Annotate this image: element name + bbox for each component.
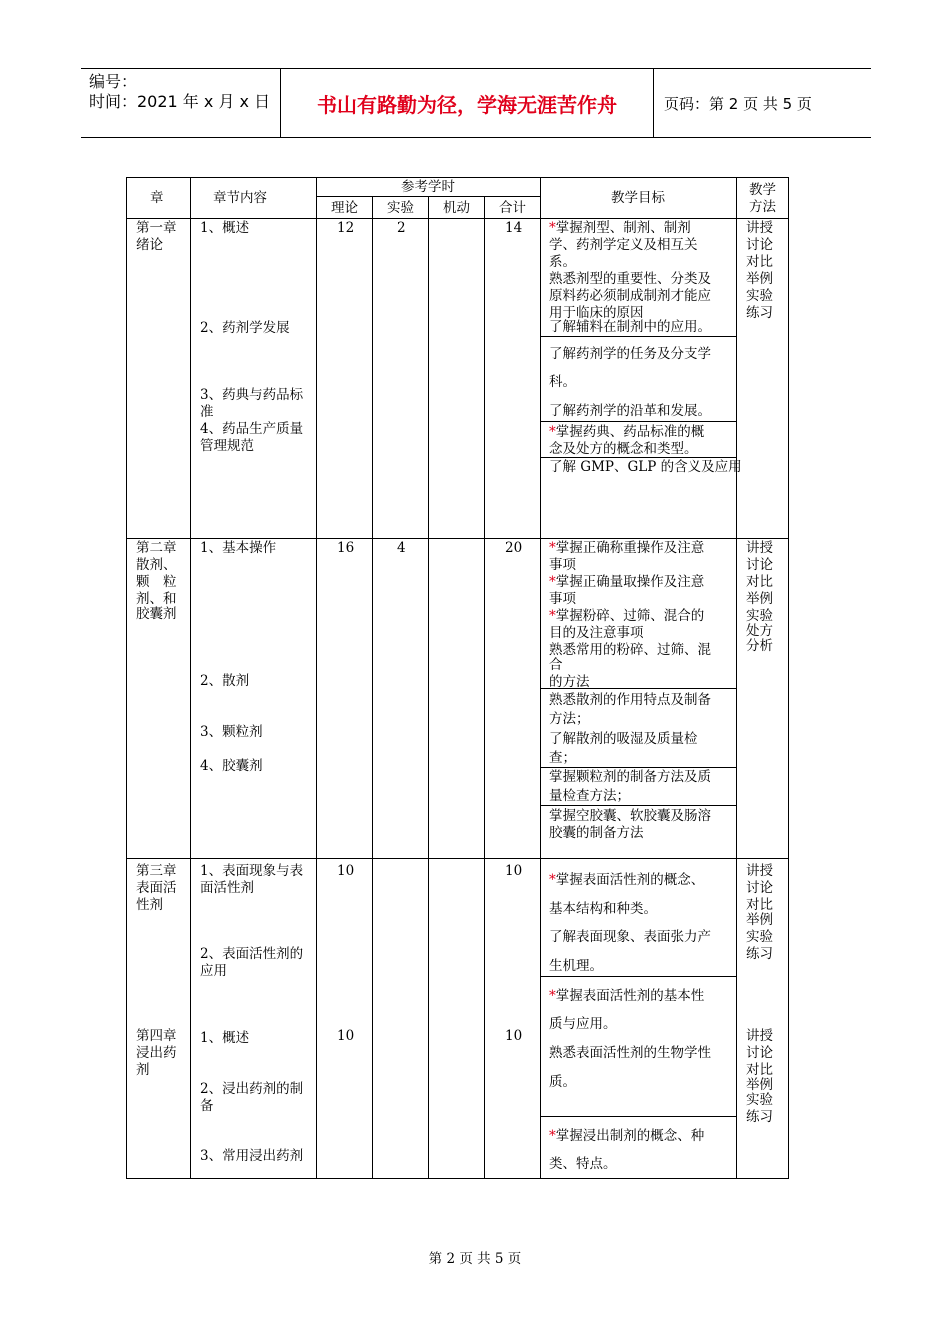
method-item: 讨论 bbox=[746, 880, 773, 896]
section-item: 备 bbox=[200, 1098, 214, 1114]
section-item: 1、表面现象与表 bbox=[200, 863, 304, 879]
goal-line: *掌握表面活性剂的概念、 bbox=[549, 872, 705, 888]
time-label: 时间：2021 年 x 月 x 日 bbox=[89, 92, 271, 111]
chapter-name: 绪论 bbox=[136, 237, 163, 253]
goal-line: *掌握剂型、制剂、制剂 bbox=[549, 220, 691, 236]
col-total: 合计 bbox=[499, 200, 526, 216]
chapter-name: 第一章 bbox=[136, 220, 177, 236]
goal-line: *掌握表面活性剂的基本性 bbox=[549, 988, 705, 1004]
section-item: 应用 bbox=[200, 963, 227, 979]
method-item: 讨论 bbox=[746, 1045, 773, 1061]
goal-line: 熟悉表面活性剂的生物学性 bbox=[549, 1045, 711, 1061]
goal-line: 念及处方的概念和类型。 bbox=[549, 441, 698, 457]
goal-line: 方法； bbox=[549, 711, 590, 727]
goal-line: 类、特点。 bbox=[549, 1156, 617, 1172]
section-item: 3、药典与药品标 bbox=[200, 387, 304, 403]
method-item: 讨论 bbox=[746, 557, 773, 573]
goal-line: 了解 GMP、GLP 的含义及应用 bbox=[549, 459, 742, 475]
section-item: 1、概述 bbox=[200, 1030, 250, 1046]
chapter-name: 浸出药 bbox=[136, 1045, 177, 1061]
method-item: 实验 bbox=[746, 288, 773, 304]
chapter-name: 第三章 bbox=[136, 863, 177, 879]
number-label: 编号： bbox=[89, 72, 138, 91]
col-lab: 实验 bbox=[387, 200, 414, 216]
section-item: 3、常用浸出药剂 bbox=[200, 1148, 304, 1164]
section-item: 1、基本操作 bbox=[200, 540, 277, 556]
goal-line: 了解药剂学的任务及分支学 bbox=[549, 346, 711, 362]
hours-total: 10 bbox=[505, 863, 523, 879]
col-flex: 机动 bbox=[443, 200, 470, 216]
goal-line: 质与应用。 bbox=[549, 1016, 617, 1032]
method-item: 练习 bbox=[746, 1109, 773, 1125]
hours-total: 10 bbox=[505, 1028, 523, 1044]
col-theory: 理论 bbox=[331, 200, 358, 216]
chapter-name: 第二章 bbox=[136, 540, 177, 556]
goal-line: 生机理。 bbox=[549, 958, 603, 974]
chapter-name: 性剂 bbox=[136, 897, 163, 913]
col-content: 章节内容 bbox=[213, 190, 267, 206]
method-item: 对比 bbox=[746, 254, 773, 270]
col-goals: 教学目标 bbox=[611, 190, 665, 206]
hours-total: 20 bbox=[505, 540, 523, 556]
method-item: 讲授 bbox=[746, 540, 773, 556]
goal-line: 目的及注意事项 bbox=[549, 625, 644, 641]
goal-line: *掌握正确称重操作及注意 bbox=[549, 540, 705, 556]
section-item: 准 bbox=[200, 404, 214, 420]
chapter-name: 剂、和 bbox=[136, 591, 177, 607]
method-item: 讲授 bbox=[746, 1028, 773, 1044]
col-hours: 参考学时 bbox=[401, 179, 455, 195]
section-item: 1、概述 bbox=[200, 220, 250, 236]
hours-lab: 4 bbox=[397, 540, 406, 556]
section-item: 2、浸出药剂的制 bbox=[200, 1081, 304, 1097]
chapter-name: 剂 bbox=[136, 1062, 150, 1078]
hours-theory: 16 bbox=[337, 540, 355, 556]
goal-line: 合 bbox=[549, 657, 563, 673]
page-header bbox=[81, 68, 871, 138]
method-item: 举例 bbox=[746, 912, 773, 928]
method-item: 对比 bbox=[746, 574, 773, 590]
method-item: 举例 bbox=[746, 1077, 773, 1093]
goal-line: 掌握颗粒剂的制备方法及质 bbox=[549, 769, 711, 785]
page-footer: 第 2 页 共 5 页 bbox=[428, 1251, 522, 1267]
goal-line: 了解表面现象、表面张力产 bbox=[549, 929, 711, 945]
goal-line: 事项 bbox=[549, 591, 576, 607]
goal-line: 了解辅料在制剂中的应用。 bbox=[549, 319, 711, 335]
goal-line: 查； bbox=[549, 750, 576, 766]
section-item: 4、胶囊剂 bbox=[200, 758, 263, 774]
section-item: 2、表面活性剂的 bbox=[200, 946, 304, 962]
chapter-name: 散剂、 bbox=[136, 557, 177, 573]
method-item: 举例 bbox=[746, 591, 773, 607]
hours-theory: 12 bbox=[337, 220, 355, 236]
hours-lab: 2 bbox=[397, 220, 406, 236]
section-item: 2、散剂 bbox=[200, 673, 250, 689]
header-motto: 书山有路勤为径，学海无涯苦作舟 bbox=[281, 69, 654, 137]
method-item: 实验 bbox=[746, 1092, 773, 1108]
method-item: 讲授 bbox=[746, 220, 773, 236]
method-item: 实验 bbox=[746, 929, 773, 945]
section-item: 2、药剂学发展 bbox=[200, 320, 290, 336]
chapter-name: 表面活 bbox=[136, 880, 177, 896]
method-item: 对比 bbox=[746, 897, 773, 913]
goal-line: 熟悉常用的粉碎、过筛、混 bbox=[549, 642, 711, 658]
section-item: 3、颗粒剂 bbox=[200, 724, 263, 740]
goal-line: 胶囊的制备方法 bbox=[549, 825, 644, 841]
goal-line: 了解散剂的吸湿及质量检 bbox=[549, 731, 698, 747]
chapter-name: 第四章 bbox=[136, 1028, 177, 1044]
col-method-1: 教学 bbox=[749, 182, 776, 198]
goal-line: 熟悉散剂的作用特点及制备 bbox=[549, 692, 711, 708]
hours-total: 14 bbox=[505, 220, 523, 236]
method-item: 练习 bbox=[746, 305, 773, 321]
method-item: 讨论 bbox=[746, 237, 773, 253]
method-item: 举例 bbox=[746, 271, 773, 287]
method-item: 讲授 bbox=[746, 863, 773, 879]
method-item: 练习 bbox=[746, 946, 773, 962]
goal-line: 系。 bbox=[549, 254, 576, 270]
goal-line: 用于临床的原因 bbox=[549, 305, 644, 321]
section-item: 管理规范 bbox=[200, 438, 254, 454]
goal-line: 学、药剂学定义及相互关 bbox=[549, 237, 698, 253]
header-page-label: 页码：第 2 页 共 5 页 bbox=[664, 94, 812, 113]
chapter-name: 颗 粒 bbox=[136, 574, 177, 590]
goal-line: 质。 bbox=[549, 1074, 576, 1090]
hours-theory: 10 bbox=[337, 1028, 355, 1044]
goal-line: 科。 bbox=[549, 374, 576, 390]
method-item: 实验 bbox=[746, 608, 773, 624]
hours-theory: 10 bbox=[337, 863, 355, 879]
goal-line: *掌握药典、药品标准的概 bbox=[549, 424, 705, 440]
method-item: 处方 bbox=[746, 623, 773, 639]
goal-line: *掌握粉碎、过筛、混合的 bbox=[549, 608, 705, 624]
goal-line: 的方法 bbox=[549, 674, 590, 690]
chapter-name: 胶囊剂 bbox=[136, 606, 177, 622]
section-item: 4、药品生产质量 bbox=[200, 421, 304, 437]
goal-line: 量检查方法； bbox=[549, 788, 630, 804]
header-meta bbox=[81, 69, 281, 137]
goal-line: 掌握空胶囊、软胶囊及肠溶 bbox=[549, 808, 711, 824]
col-method-2: 方法 bbox=[749, 199, 776, 215]
goal-line: *掌握正确量取操作及注意 bbox=[549, 574, 705, 590]
col-chapter: 章 bbox=[150, 190, 164, 206]
goal-line: 原料药必须制成制剂才能应 bbox=[549, 288, 711, 304]
method-item: 分析 bbox=[746, 638, 773, 654]
goal-line: 熟悉剂型的重要性、分类及 bbox=[549, 271, 711, 287]
method-item: 对比 bbox=[746, 1062, 773, 1078]
section-item: 面活性剂 bbox=[200, 880, 254, 896]
goal-line: 了解药剂学的沿革和发展。 bbox=[549, 403, 711, 419]
goal-line: 基本结构和种类。 bbox=[549, 901, 657, 917]
goal-line: 事项 bbox=[549, 557, 576, 573]
goal-line: *掌握浸出制剂的概念、种 bbox=[549, 1128, 705, 1144]
